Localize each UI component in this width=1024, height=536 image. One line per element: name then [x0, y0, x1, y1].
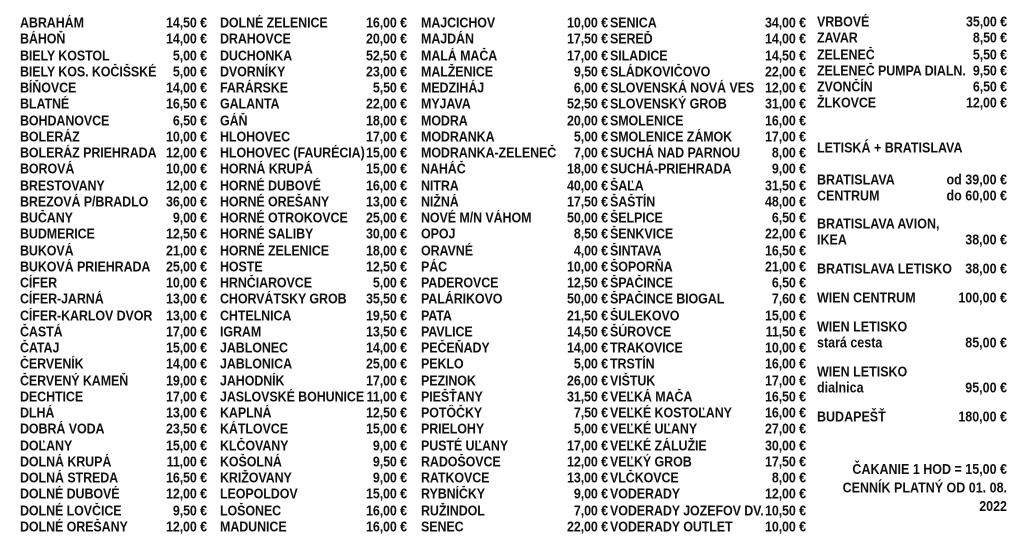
place-name: HLOHOVEC (FAURÉCIA) — [220, 145, 365, 162]
price: 25,00 € — [165, 258, 207, 275]
place-name: RYBNÍČKY — [421, 486, 486, 503]
place-name: CÍFER-JARNÁ — [20, 291, 104, 308]
place-name: MAJDÁN — [421, 31, 474, 48]
price: 50,00 € — [566, 291, 608, 308]
place-name: HLOHOVEC — [220, 128, 291, 145]
price: 30,00 € — [764, 437, 806, 454]
place-name: HORNÉ SALIBY — [220, 226, 314, 243]
price: 11,50 € — [765, 323, 806, 340]
place-name: BUKOVÁ PRIEHRADA — [20, 258, 151, 275]
price-column-2 — [220, 15, 407, 535]
price: 16,50 € — [165, 470, 207, 487]
place-name: SLOVENSKÝ GROB — [610, 96, 727, 113]
price: 17,50 € — [566, 193, 608, 210]
place-name: PADEROVCE — [421, 275, 499, 292]
place-name: TRAKOVICE — [610, 340, 683, 357]
place-name: MODRANKA-ZELENEČ — [421, 145, 557, 162]
place-name: MODRANKA — [421, 128, 495, 145]
place-name: MODRA — [421, 112, 468, 129]
price: 10,00 € — [165, 275, 207, 292]
price: 10,00 € — [165, 161, 207, 178]
place-name: ZVONČÍN — [817, 79, 873, 96]
price: 5,50 € — [372, 80, 407, 97]
place-name: DVORNÍKY — [220, 63, 286, 80]
place-name: NIŽNÁ — [421, 193, 459, 210]
place-name: HRNČIAROVCE — [220, 275, 312, 292]
price: 11,00 € — [366, 388, 407, 405]
price: 7,50 € — [573, 405, 608, 422]
bratislava-line-2: CENTRUM do 60,00 € — [817, 187, 1007, 204]
place-name: JABLONICA — [220, 356, 293, 373]
place-name: ŠELPICE — [610, 210, 663, 227]
place-name: DOĽANY — [20, 437, 73, 454]
place-name: PUSTÉ UĽANY — [421, 437, 509, 454]
place-name: ZELENEČ — [817, 46, 875, 63]
price: 7,00 € — [573, 502, 608, 519]
price: 10,00 € — [566, 15, 608, 32]
place-name: CHTELNICA — [220, 307, 292, 324]
price: 9,50 € — [372, 453, 407, 470]
price: 15,00 € — [365, 145, 407, 162]
place-name: VEĽKÉ KOSTOĽANY — [610, 405, 732, 422]
wien-letisko-title: WIEN LETISKO — [817, 318, 908, 335]
place-name: CÍFER-KARLOV DVOR — [20, 307, 153, 324]
place-name: KOŠOLNÁ — [220, 453, 282, 470]
price-column-5 — [817, 14, 1007, 425]
place-name: ŠAŠTÍN — [610, 193, 656, 210]
place-name: SUCHÁ NAD PARNOU — [610, 145, 741, 162]
price: 16,00 € — [365, 177, 407, 194]
price: 17,00 € — [764, 372, 806, 389]
price: 6,50 € — [972, 79, 1007, 96]
place-name: SLOVENSKÁ NOVÁ VES — [610, 80, 755, 97]
price: 9,00 € — [172, 210, 207, 227]
price: 5,00 € — [573, 128, 608, 145]
price: 12,00 € — [165, 145, 207, 162]
price: 20,00 € — [566, 112, 608, 129]
place-name: VEĽKÉ UĽANY — [610, 421, 698, 438]
place-name: KÁTLOVCE — [220, 421, 288, 438]
price: 25,00 € — [365, 210, 407, 227]
price: 20,00 € — [365, 31, 407, 48]
footer — [817, 460, 1007, 515]
price: 17,00 € — [165, 323, 207, 340]
price: 5,00 € — [573, 421, 608, 438]
place-name: BÁHOŇ — [20, 31, 66, 48]
wien-stara-cesta: stará cesta 85,00 € — [817, 334, 1007, 351]
price: 13,00 € — [165, 291, 207, 308]
place-name: ŠOPORŇA — [610, 258, 673, 275]
place-name: DUCHONKA — [220, 47, 293, 64]
place-name: ČERVENÝ KAMEŇ — [20, 372, 129, 389]
place-name: VRBOVÉ — [817, 14, 870, 31]
place-name: KRIŽOVANY — [220, 470, 292, 487]
place-name: RADOŠOVCE — [421, 453, 501, 470]
price: 17,00 € — [566, 47, 608, 64]
price: 6,50 € — [771, 275, 806, 292]
price: 16,00 € — [764, 356, 806, 373]
price: 17,00 € — [764, 128, 806, 145]
place-name: JABLONEC — [220, 340, 288, 357]
place-name: TRSTÍN — [610, 356, 655, 373]
price: 31,00 € — [764, 96, 806, 113]
price: 12,50 € — [165, 226, 207, 243]
place-name: VODERADY JOZEFOV DV. — [610, 502, 764, 519]
price: 17,00 € — [365, 128, 407, 145]
price: 14,00 € — [365, 340, 407, 357]
wien-letisko-title-2: WIEN LETISKO — [817, 363, 908, 380]
price: 23,00 € — [365, 63, 407, 80]
price: 12,50 € — [566, 275, 608, 292]
price: 21,50 € — [566, 307, 608, 324]
place-name: HORNÉ ZELENICE — [220, 242, 330, 259]
place-name: DOLNÉ LOVČICE — [20, 502, 122, 519]
place-name: BIELY KOSTOL — [20, 47, 110, 64]
place-name: PÁC — [421, 258, 448, 275]
place-name: VEĽKÝ GROB — [610, 453, 692, 470]
price: 34,00 € — [764, 15, 806, 32]
price: 17,00 € — [365, 372, 407, 389]
place-name: BOLERÁZ — [20, 128, 80, 145]
price: 8,00 € — [771, 145, 806, 162]
place-name: SENEC — [421, 518, 464, 535]
place-name: GALANTA — [220, 96, 280, 113]
place-name: DOLNÉ DUBOVÉ — [20, 486, 120, 503]
price: 17,50 € — [764, 453, 806, 470]
place-name: PRIELOHY — [421, 421, 485, 438]
price: 16,00 € — [365, 518, 407, 535]
price-column-4 — [610, 15, 806, 535]
price: 26,00 € — [566, 372, 608, 389]
price-row — [220, 518, 407, 536]
place-name: SLÁDKOVIČOVO — [610, 63, 711, 80]
place-name: NOVÉ M/N VÁHOM — [421, 210, 532, 227]
place-name: VODERADY — [610, 486, 681, 503]
place-name: MALÁ MAČA — [421, 47, 498, 64]
price: 7,00 € — [573, 145, 608, 162]
price-row — [421, 518, 608, 536]
price: 13,00 € — [566, 470, 608, 487]
price: 17,00 € — [566, 437, 608, 454]
price: 9,00 € — [771, 161, 806, 178]
price: 40,00 € — [566, 177, 608, 194]
price: 35,50 € — [365, 291, 407, 308]
price: 15,00 € — [365, 486, 407, 503]
price: 15,00 € — [365, 161, 407, 178]
price: 6,50 € — [771, 210, 806, 227]
price: 36,00 € — [165, 193, 207, 210]
place-name: NAHÁČ — [421, 161, 466, 178]
price: 5,50 € — [972, 46, 1007, 63]
place-name: BREZOVÁ P/BRADLO — [20, 193, 149, 210]
place-name: MYJAVA — [421, 96, 471, 113]
price: 9,50 € — [172, 502, 207, 519]
place-name: BUDMERICE — [20, 226, 95, 243]
place-name: ČASTÁ — [20, 323, 63, 340]
place-name: PEZINOK — [421, 372, 476, 389]
place-name: BRESTOVANY — [20, 177, 105, 194]
place-name: OPOJ — [421, 226, 456, 243]
price: 8,50 € — [573, 226, 608, 243]
place-name: DOLNÉ OREŠANY — [20, 518, 128, 535]
price: 9,00 € — [372, 437, 407, 454]
place-name: ŠPAČINCE — [610, 275, 673, 292]
price: 21,00 € — [764, 258, 806, 275]
price: 13,00 € — [165, 405, 207, 422]
price: 18,00 € — [365, 112, 407, 129]
place-name: KAPLNÁ — [220, 405, 272, 422]
price: 9,50 € — [972, 62, 1007, 79]
price: 6,50 € — [172, 112, 207, 129]
place-name: BOLERÁZ PRIEHRADA — [20, 145, 157, 162]
price: 12,00 € — [566, 453, 608, 470]
price: 9,50 € — [573, 63, 608, 80]
place-name: SEREĎ — [610, 31, 653, 48]
place-name: ABRAHÁM — [20, 15, 84, 32]
price: 8,50 € — [972, 30, 1007, 47]
place-name: LEOPOLDOV — [220, 486, 298, 503]
place-name: BUKOVÁ — [20, 242, 74, 259]
price: 16,00 € — [365, 15, 407, 32]
price: 9,00 € — [573, 486, 608, 503]
price: 13,00 € — [365, 193, 407, 210]
price: 5,00 € — [573, 356, 608, 373]
price: 10,00 € — [566, 258, 608, 275]
price: 21,00 € — [165, 242, 207, 259]
price: 31,50 € — [764, 177, 806, 194]
price: 14,00 € — [165, 31, 207, 48]
place-name: ORAVNÉ — [421, 242, 473, 259]
place-name: PALÁRIKOVO — [421, 291, 503, 308]
price-column-1 — [20, 15, 207, 535]
price-row — [20, 518, 207, 536]
price: 12,00 € — [764, 486, 806, 503]
place-name: CÍFER — [20, 275, 58, 292]
place-name: ČATAJ — [20, 340, 60, 357]
price: 14,00 € — [764, 31, 806, 48]
place-name: POTÔČKY — [421, 405, 483, 422]
place-name: ZAVAR — [817, 30, 858, 47]
place-name: MALŽENICE — [421, 63, 494, 80]
place-name: FARÁRSKE — [220, 80, 288, 97]
place-name: GÁŇ — [220, 112, 248, 129]
price: 22,00 € — [566, 518, 608, 535]
place-name: ŠENKVICE — [610, 226, 674, 243]
price: 13,00 € — [165, 307, 207, 324]
place-name: DECHTICE — [20, 388, 84, 405]
price: 15,00 € — [365, 421, 407, 438]
price: 10,50 € — [764, 502, 806, 519]
price: 12,00 € — [165, 177, 207, 194]
place-name: BOROVÁ — [20, 161, 75, 178]
price: 6,00 € — [573, 80, 608, 97]
place-name: ČERVENÍK — [20, 356, 84, 373]
place-name: SMOLENICE — [610, 112, 684, 129]
place-name: ŠPAČINCE BIOGAL — [610, 291, 725, 308]
price: 5,00 € — [372, 275, 407, 292]
price: 18,00 € — [566, 161, 608, 178]
bratislava-line-1: BRATISLAVA od 39,00 € — [817, 171, 1007, 188]
place-name: VEĽKÉ ZÁLUŽIE — [610, 437, 707, 454]
place-name: ŽLKOVCE — [817, 95, 877, 112]
place-name: DOLNÉ ZELENICE — [220, 15, 328, 32]
price: 12,00 € — [764, 80, 806, 97]
place-name: KLČOVANY — [220, 437, 289, 454]
price: 14,00 € — [165, 356, 207, 373]
place-name: DRAHOVCE — [220, 31, 291, 48]
price: 52,50 € — [566, 96, 608, 113]
place-name: HORNÁ KRUPÁ — [220, 161, 313, 178]
price: 50,00 € — [566, 210, 608, 227]
place-name: VODERADY OUTLET — [610, 518, 733, 535]
price: 31,50 € — [566, 388, 608, 405]
place-name: HORNÉ DUBOVÉ — [220, 177, 321, 194]
place-name: RUŽINDOL — [421, 502, 485, 519]
price: 10,00 € — [764, 340, 806, 357]
price: 16,00 € — [764, 112, 806, 129]
place-name: JASLOVSKÉ BOHUNICE — [220, 388, 365, 405]
price: 10,00 € — [764, 518, 806, 535]
budapest: BUDAPEŠŤ 180,00 € — [817, 408, 1007, 425]
place-name: PEČEŇADY — [421, 340, 490, 357]
price: 14,50 € — [764, 47, 806, 64]
price: 16,00 € — [764, 405, 806, 422]
price: 14,00 € — [566, 340, 608, 357]
price: 10,00 € — [165, 128, 207, 145]
place-name: VEĽKÁ MAČA — [610, 388, 693, 405]
place-name: DOBRÁ VODA — [20, 421, 105, 438]
place-name: SENICA — [610, 15, 657, 32]
price-row — [817, 94, 1007, 113]
place-name: SILADICE — [610, 47, 668, 64]
ba-letisko: BRATISLAVA LETISKO 38,00 € — [817, 260, 1007, 277]
price: 18,00 € — [365, 242, 407, 259]
place-name: MADUNICE — [220, 518, 287, 535]
place-name: SUCHÁ-PRIEHRADA — [610, 161, 732, 178]
price: 13,50 € — [365, 323, 407, 340]
price: 16,50 € — [764, 388, 806, 405]
place-name: ŠINTAVA — [610, 242, 662, 259]
price: 15,00 € — [165, 340, 207, 357]
wien-dialnica: dialnica 95,00 € — [817, 379, 1007, 396]
price: 22,00 € — [365, 96, 407, 113]
place-name: VIŠTUK — [610, 372, 656, 389]
place-name: DLHÁ — [20, 405, 55, 422]
place-name: IGRAM — [220, 323, 262, 340]
place-name: ŠAĽA — [610, 177, 644, 194]
place-name: BOHDANOVCE — [20, 112, 110, 129]
price: 52,50 € — [365, 47, 407, 64]
place-name: BUČANY — [20, 210, 73, 227]
price: 5,00 € — [172, 63, 207, 80]
price: 27,00 € — [764, 421, 806, 438]
price: 7,60 € — [771, 291, 806, 308]
place-name: PIEŠŤANY — [421, 388, 483, 405]
price: 16,50 € — [764, 242, 806, 259]
price: 15,00 € — [764, 307, 806, 324]
place-name: PEKLO — [421, 356, 464, 373]
footer-valid-from: CENNÍK PLATNÝ OD 01. 08. 2022 — [842, 479, 1007, 515]
price: 14,50 € — [165, 15, 207, 32]
price: 9,00 € — [372, 470, 407, 487]
price: 14,00 € — [165, 80, 207, 97]
price: 19,00 € — [165, 372, 207, 389]
avion-line-2: IKEA 38,00 € — [817, 231, 1007, 248]
price: 23,50 € — [165, 421, 207, 438]
place-name: MAJCICHOV — [421, 15, 496, 32]
place-name: HORNÉ OREŠANY — [220, 193, 330, 210]
place-name: ZELENEČ PUMPA DIALN. — [817, 62, 966, 79]
price: 16,50 € — [165, 96, 207, 113]
place-name: VLČKOVCE — [610, 470, 679, 487]
price: 4,00 € — [573, 242, 608, 259]
place-name: PATA — [421, 307, 452, 324]
price: 16,00 € — [365, 502, 407, 519]
price: 30,00 € — [365, 226, 407, 243]
avion-line-1: BRATISLAVA AVION, — [817, 215, 940, 232]
place-name: RATKOVCE — [421, 470, 490, 487]
price-column-3 — [421, 15, 608, 535]
wien-centrum: WIEN CENTRUM 100,00 € — [817, 289, 1007, 306]
place-name: JAHODNÍK — [220, 372, 285, 389]
place-name: DOLNÁ KRUPÁ — [20, 453, 112, 470]
place-name: HORNÉ OTROKOVCE — [220, 210, 348, 227]
footer-waiting: ČAKANIE 1 HOD = 15,00 € — [852, 461, 1007, 478]
place-name: DOLNÁ STREDA — [20, 470, 119, 487]
price: 14,50 € — [566, 323, 608, 340]
price-row — [610, 518, 806, 536]
price: 12,00 € — [965, 95, 1007, 112]
place-name: BÍŇOVCE — [20, 80, 77, 97]
place-name: NITRA — [421, 177, 459, 194]
place-name: MEDZIHÁJ — [421, 80, 485, 97]
place-name: ŠÚROVCE — [610, 323, 672, 340]
price: 12,50 € — [365, 258, 407, 275]
price: 19,50 € — [365, 307, 407, 324]
place-name: HOSTE — [220, 258, 263, 275]
section-title: LETISKÁ + BRATISLAVA — [817, 139, 963, 156]
price: 22,00 € — [764, 226, 806, 243]
place-name: BIELY KOS. KOČIŠSKÉ — [20, 63, 157, 80]
place-name: BLATNÉ — [20, 96, 70, 113]
price: 22,00 € — [764, 63, 806, 80]
price: 8,00 € — [771, 470, 806, 487]
place-name: CHORVÁTSKY GROB — [220, 291, 347, 308]
price: 5,00 € — [172, 47, 207, 64]
price: 15,00 € — [165, 437, 207, 454]
price: 12,00 € — [165, 518, 207, 535]
price: 35,00 € — [965, 14, 1007, 31]
price: 25,00 € — [365, 356, 407, 373]
place-name: SMOLENICE ZÁMOK — [610, 128, 733, 145]
price: 48,00 € — [764, 193, 806, 210]
price: 12,50 € — [365, 405, 407, 422]
place-name: PAVLICE — [421, 323, 473, 340]
price: 12,00 € — [165, 486, 207, 503]
place-name: LOŠONEC — [220, 502, 282, 519]
price: 11,00 € — [166, 453, 207, 470]
place-name: ŠULEKOVO — [610, 307, 680, 324]
price: 17,00 € — [165, 388, 207, 405]
price: 17,50 € — [566, 31, 608, 48]
